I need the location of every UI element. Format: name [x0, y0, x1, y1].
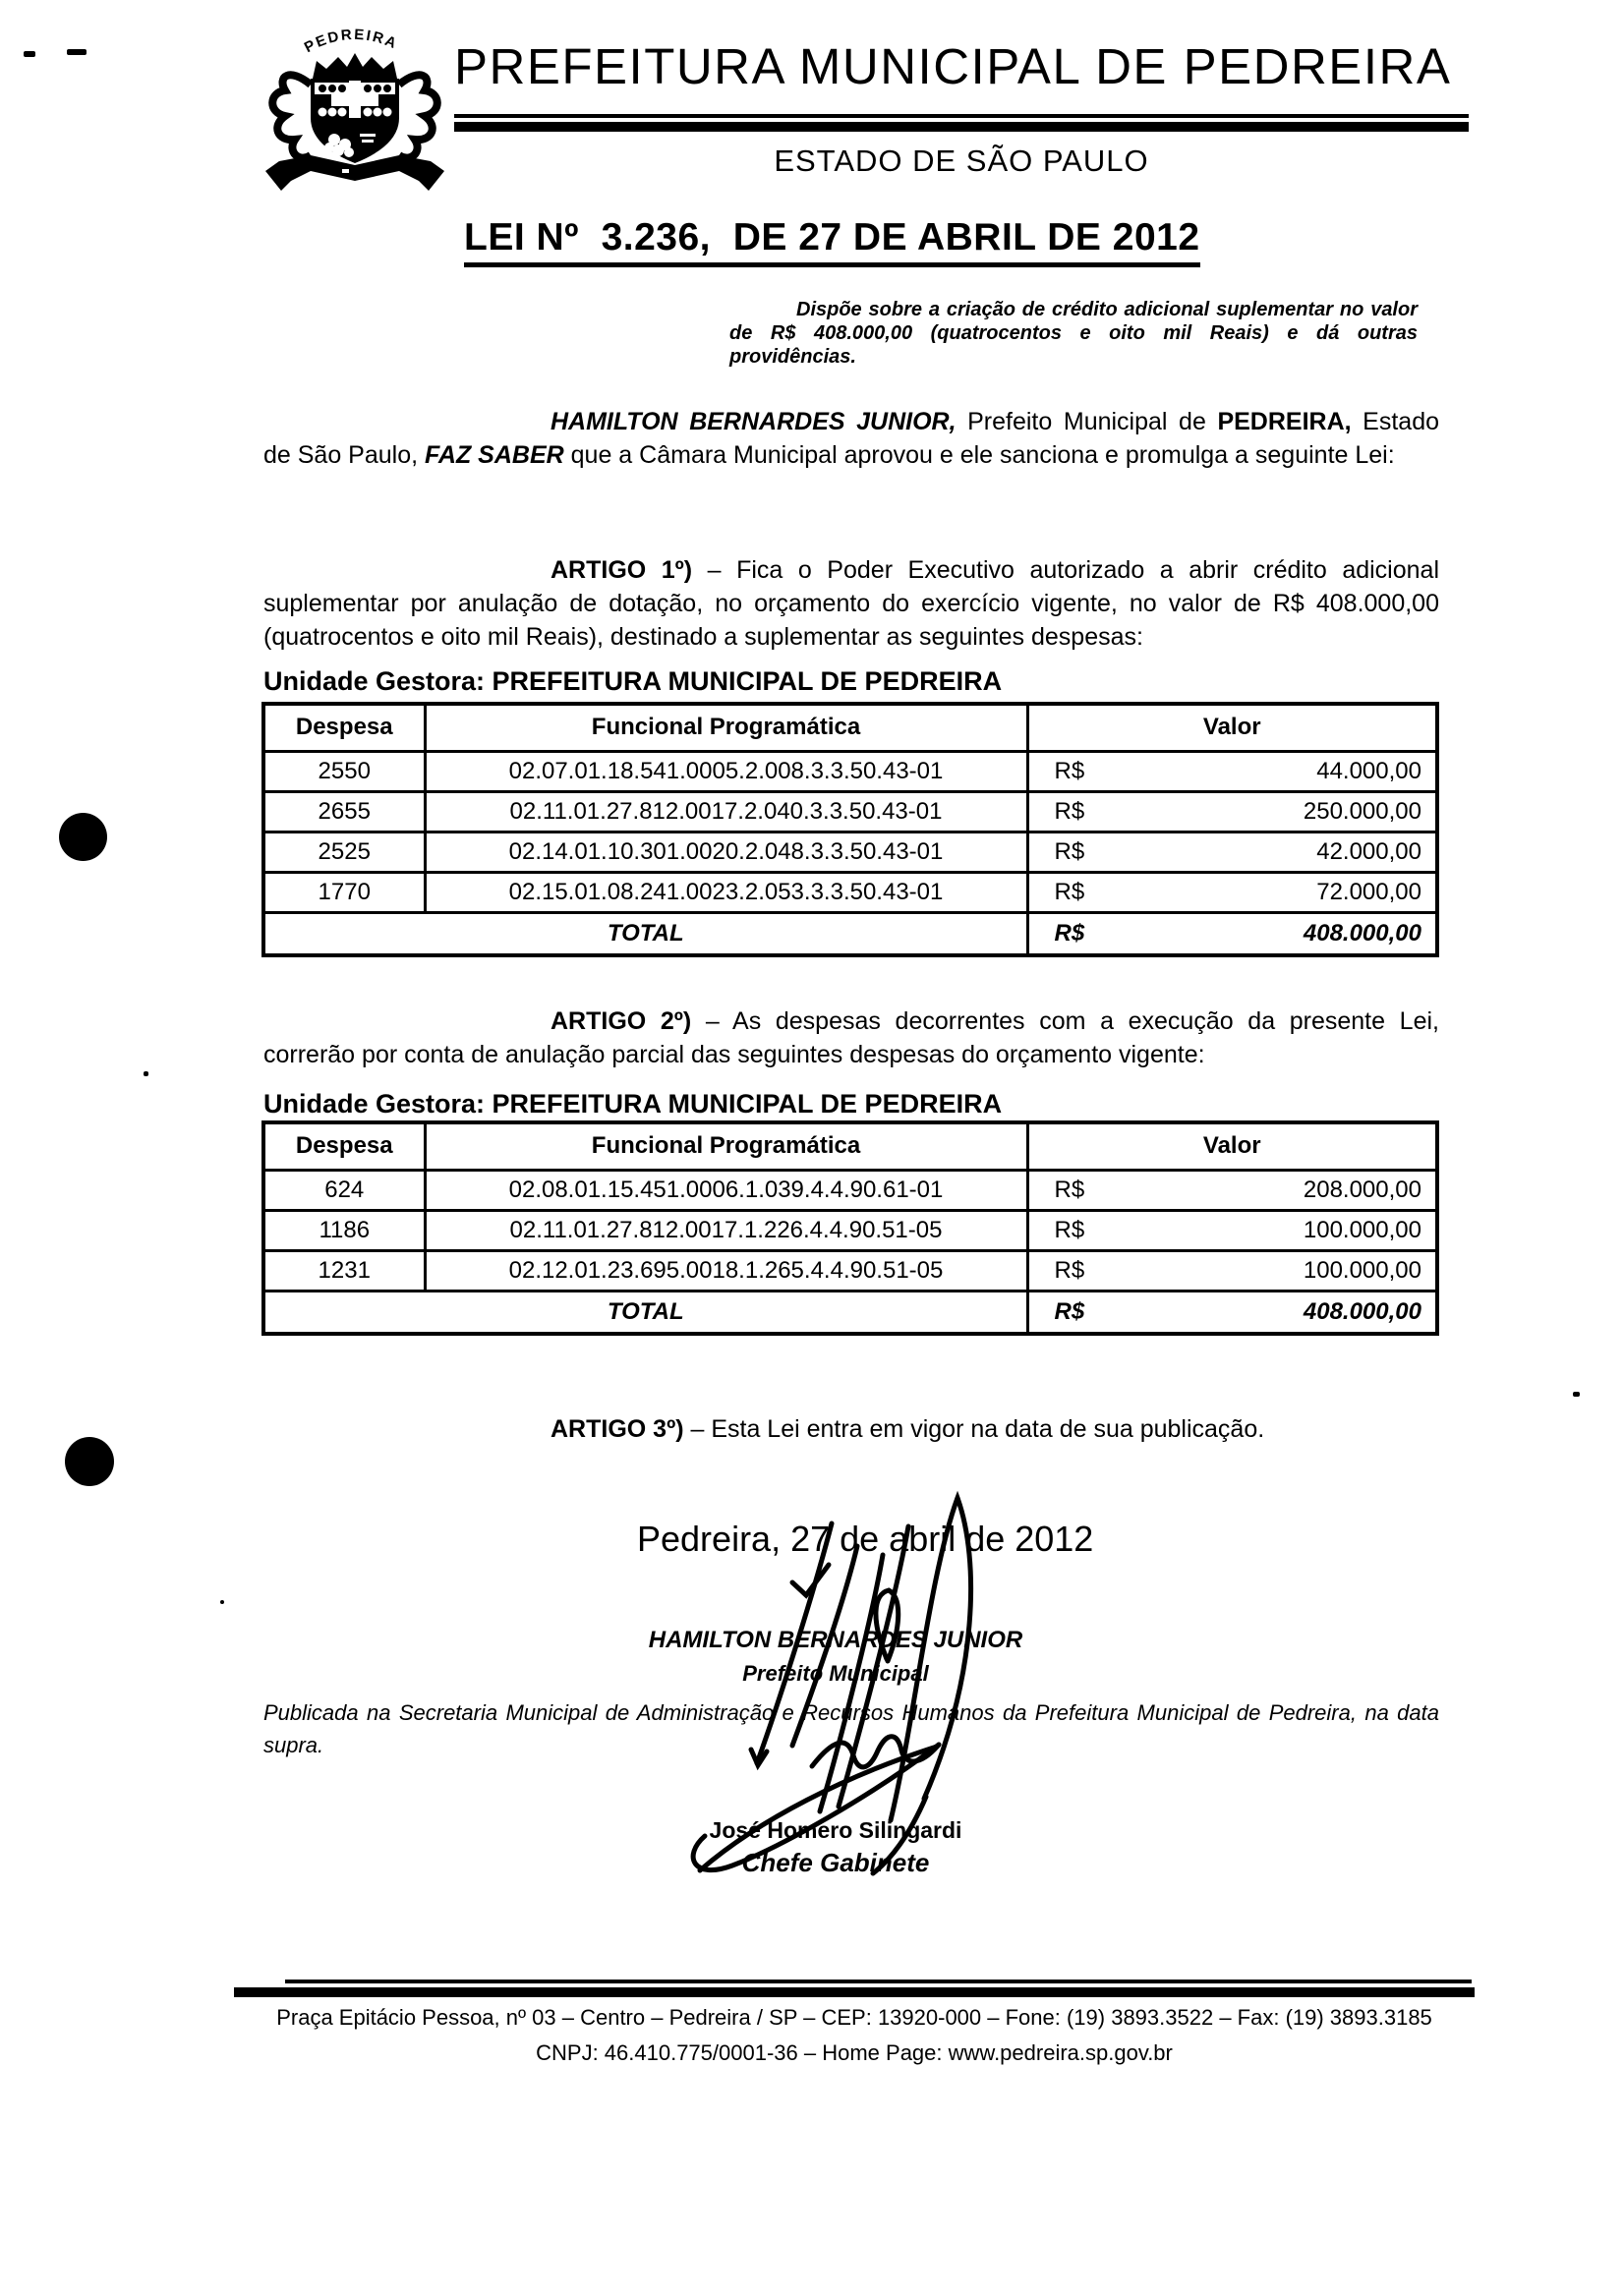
- cell-despesa: 2525: [263, 832, 425, 872]
- currency-symbol: R$: [1054, 1216, 1085, 1243]
- table-total-row: [263, 912, 1437, 955]
- article-3-paragraph: ARTIGO 3º) – Esta Lei entra em vigor na data de sua publicação.: [551, 1415, 1265, 1443]
- footer-address-line: Praça Epitácio Pessoa, nº 03 – Centro – Pedreira / SP – CEP: 13920-000 – Fone: (19) 3893.3522 – Fax: (19) 3893.3185: [276, 2005, 1432, 2030]
- law-title: LEI Nº 3.236, DE 27 DE ABRIL DE 2012: [464, 216, 1200, 267]
- table-row: [263, 872, 1437, 912]
- total-amount: 408.000,00: [1303, 919, 1421, 947]
- scan-speck: [220, 1600, 224, 1604]
- svg-text:PEDREIRA: [302, 27, 400, 56]
- article-2-paragraph: ARTIGO 2º) – As despesas decorrentes com a execução da presente Lei, correrão por conta de anulação parcial das seguintes despesas do orçamento vigente:: [263, 1007, 1439, 1068]
- cell-funcional: 02.11.01.27.812.0017.2.040.3.3.50.43-01: [425, 791, 1027, 832]
- table-row: [263, 1210, 1437, 1250]
- anulacao-table: [261, 1120, 1439, 1336]
- currency-symbol: R$: [1054, 757, 1085, 784]
- total-label: TOTAL: [263, 912, 1027, 955]
- col-header-funcional: Funcional Programática: [425, 1122, 1027, 1170]
- preamble-paragraph: HAMILTON BERNARDES JUNIOR, Prefeito Municipal de PEDREIRA, Estado de São Paulo, FAZ SABER que a Câmara Municipal aprovou e ele sanciona e promulga a seguinte Lei:: [263, 408, 1440, 469]
- footer-rule: [285, 1980, 1472, 1983]
- header-rule: [454, 114, 1469, 118]
- cell-valor: [1027, 872, 1437, 912]
- chief-name: José Homero Silingardi: [709, 1817, 962, 1843]
- cell-funcional: 02.15.01.08.241.0023.2.053.3.3.50.43-01: [425, 872, 1027, 912]
- cell-funcional: 02.11.01.27.812.0017.1.226.4.4.90.51-05: [425, 1210, 1027, 1250]
- chief-title: Chefe Gabinete: [741, 1848, 930, 1877]
- header-subtitle: ESTADO DE SÃO PAULO: [774, 144, 1149, 178]
- handwritten-signature: [531, 1474, 1042, 1926]
- currency-symbol: R$: [1054, 1176, 1085, 1203]
- cell-valor: [1027, 1210, 1437, 1250]
- currency-symbol: R$: [1054, 919, 1085, 947]
- article-1-paragraph: ARTIGO 1º) – Fica o Poder Executivo autorizado a abrir crédito adicional suplementar por anulação de dotação, no orçamento do exercício vigente, no valor de R$ 408.000,00 (quatrocentos e oito mil Reais), destinado a suplementar as seguintes despesas:: [263, 556, 1439, 651]
- amount: 100.000,00: [1303, 1216, 1421, 1243]
- cell-valor: [1027, 1170, 1437, 1210]
- cell-despesa: 624: [263, 1170, 425, 1210]
- cell-funcional: 02.14.01.10.301.0020.2.048.3.3.50.43-01: [425, 832, 1027, 872]
- cell-funcional: 02.12.01.23.695.0018.1.265.4.4.90.51-05: [425, 1250, 1027, 1291]
- cell-valor: [1027, 1250, 1437, 1291]
- amount: 208.000,00: [1303, 1176, 1421, 1203]
- cell-valor: [1027, 751, 1437, 791]
- cell-despesa: 1186: [263, 1210, 425, 1250]
- footer-rule: [234, 1987, 1475, 1997]
- cell-valor: [1027, 791, 1437, 832]
- unidade-gestora-heading-2: Unidade Gestora: PREFEITURA MUNICIPAL DE PEDREIRA: [263, 1089, 1003, 1119]
- col-header-funcional: Funcional Programática: [425, 704, 1027, 751]
- table-row: [263, 1250, 1437, 1291]
- currency-symbol: R$: [1054, 1297, 1085, 1325]
- cell-despesa: 1231: [263, 1250, 425, 1291]
- cell-valor: [1027, 832, 1437, 872]
- table-row: [263, 832, 1437, 872]
- table-row: [263, 791, 1437, 832]
- hole-punch-mark: [59, 813, 107, 861]
- scan-speck: [144, 1071, 148, 1076]
- currency-symbol: R$: [1054, 797, 1085, 825]
- currency-symbol: R$: [1054, 878, 1085, 905]
- date-line: Pedreira, 27 de abril de 2012: [637, 1519, 1094, 1559]
- amount: 250.000,00: [1303, 797, 1421, 825]
- col-header-despesa: Despesa: [263, 1122, 425, 1170]
- logo-arc-text: PEDREIRA: [301, 26, 401, 57]
- mayor-name: HAMILTON BERNARDES JUNIOR: [648, 1627, 1023, 1653]
- scan-speck: [1573, 1392, 1580, 1397]
- total-label: TOTAL: [263, 1291, 1027, 1334]
- cell-despesa: 2655: [263, 791, 425, 832]
- epigraph: Dispõe sobre a criação de crédito adicional suplementar no valor de R$ 408.000,00 (quatrocentos e oito mil Reais) e dá outras providências.: [729, 299, 1418, 368]
- publication-note: Publicada na Secretaria Municipal de Administração e Recursos Humanos da Prefeitura Municipal de Pedreira, na data supra.: [263, 1700, 1439, 1757]
- amount: 44.000,00: [1316, 757, 1421, 784]
- cell-total-valor: [1027, 912, 1437, 955]
- table-header-row: [263, 704, 1437, 751]
- header-rule: [454, 122, 1469, 132]
- unidade-gestora-heading-1: Unidade Gestora: PREFEITURA MUNICIPAL DE PEDREIRA: [263, 666, 1003, 696]
- cell-despesa: 2550: [263, 751, 425, 791]
- cell-despesa: 1770: [263, 872, 425, 912]
- col-header-despesa: Despesa: [263, 704, 425, 751]
- cell-funcional: 02.07.01.18.541.0005.2.008.3.3.50.43-01: [425, 751, 1027, 791]
- header-title: PREFEITURA MUNICIPAL DE PEDREIRA: [454, 38, 1452, 94]
- currency-symbol: R$: [1054, 1256, 1085, 1284]
- col-header-valor: Valor: [1027, 704, 1437, 751]
- currency-symbol: R$: [1054, 837, 1085, 865]
- mayor-title: Prefeito Municipal: [742, 1661, 929, 1686]
- table-header-row: [263, 1122, 1437, 1170]
- scan-speck: [24, 51, 35, 57]
- amount: 42.000,00: [1316, 837, 1421, 865]
- total-amount: 408.000,00: [1303, 1297, 1421, 1325]
- pedreira-coat-of-arms-icon: [252, 16, 458, 207]
- amount: 72.000,00: [1316, 878, 1421, 905]
- table-row: [263, 751, 1437, 791]
- suplementacao-table: [261, 702, 1439, 957]
- amount: 100.000,00: [1303, 1256, 1421, 1284]
- cell-funcional: 02.08.01.15.451.0006.1.039.4.4.90.61-01: [425, 1170, 1027, 1210]
- table-row: [263, 1170, 1437, 1210]
- footer-cnpj-line: CNPJ: 46.410.775/0001-36 – Home Page: www.pedreira.sp.gov.br: [536, 2040, 1173, 2065]
- scan-speck: [67, 49, 87, 55]
- hole-punch-mark: [65, 1437, 114, 1486]
- col-header-valor: Valor: [1027, 1122, 1437, 1170]
- table-total-row: [263, 1291, 1437, 1334]
- cell-total-valor: [1027, 1291, 1437, 1334]
